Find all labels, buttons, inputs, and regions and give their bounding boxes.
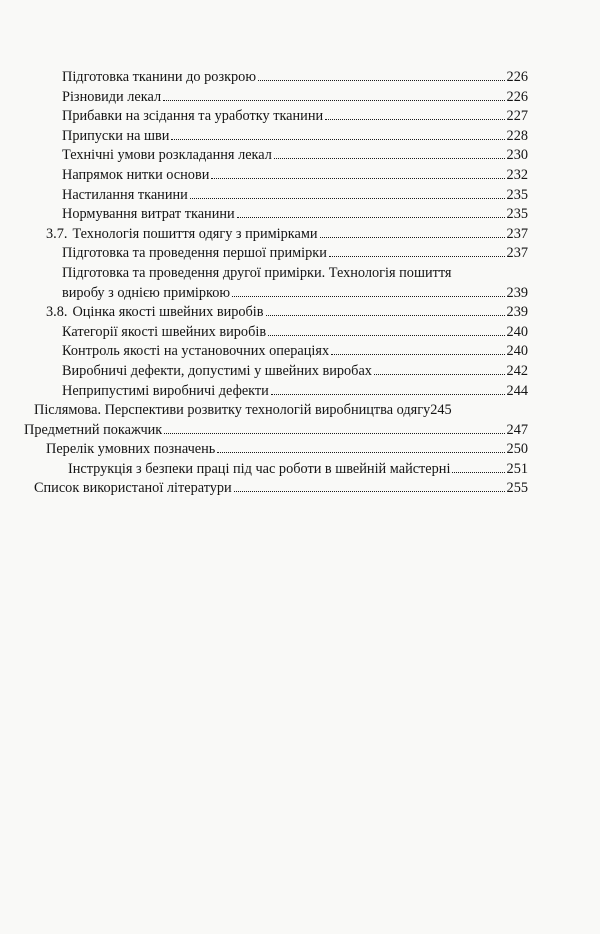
toc-entry-page: 235 xyxy=(506,186,528,203)
toc-entry xyxy=(0,127,600,147)
toc-entry-page: 230 xyxy=(506,147,528,164)
toc-section-entry xyxy=(0,225,600,245)
toc-entry xyxy=(0,460,600,480)
toc-entry-title: Нормування витрат тканини xyxy=(62,206,235,223)
toc-entry-title: Неприпустимі виробничі дефекти xyxy=(62,382,269,399)
dot-leader xyxy=(237,217,505,218)
toc-entry xyxy=(0,88,600,108)
dot-leader xyxy=(171,139,504,140)
table-of-contents xyxy=(0,68,600,499)
dot-leader xyxy=(274,158,505,159)
dot-leader xyxy=(266,315,505,316)
toc-entry xyxy=(0,382,600,402)
toc-entry-title: Перелік умовних позначень xyxy=(46,441,216,458)
toc-section-entry xyxy=(0,303,600,323)
toc-entry-page: 237 xyxy=(506,225,528,242)
dot-leader xyxy=(258,80,505,81)
toc-entry xyxy=(0,362,600,382)
toc-entry-title: Настилання тканини xyxy=(62,186,188,203)
toc-entry-title: Інструкція з безпеки праці під час роботи в швейній майстерні xyxy=(68,460,451,477)
toc-entry xyxy=(0,107,600,127)
dot-leader xyxy=(234,491,505,492)
toc-entry-page: 227 xyxy=(506,108,528,125)
toc-entry-page: 255 xyxy=(506,480,528,497)
toc-entry-title: Підготовка та проведення першої примірки xyxy=(62,245,327,262)
toc-entry-page: 247 xyxy=(506,421,528,438)
toc-entry-title: Список використаної літератури xyxy=(34,480,232,497)
toc-entry-page: 239 xyxy=(506,304,528,321)
toc-entry-title: Напрямок нитки основи xyxy=(62,166,210,183)
toc-entry-title: Виробничі дефекти, допустимі у швейних виробах xyxy=(62,362,372,379)
dot-leader xyxy=(211,178,504,179)
toc-entry-page: 242 xyxy=(506,362,528,379)
toc-entry-page: 240 xyxy=(506,343,528,360)
toc-entry xyxy=(0,68,600,88)
section-title: Оцінка якості швейних виробів xyxy=(72,304,264,321)
toc-entry xyxy=(0,401,600,421)
section-title: Технологія пошиття одягу з примірками xyxy=(72,225,318,242)
dot-leader xyxy=(268,335,504,336)
toc-entry-page: 228 xyxy=(506,127,528,144)
toc-entry xyxy=(0,342,600,362)
toc-entry xyxy=(0,186,600,206)
dot-leader xyxy=(190,198,505,199)
toc-entry-title: Припуски на шви xyxy=(62,127,170,144)
toc-entry-page: 237 xyxy=(506,245,528,262)
toc-entry-title: Прибавки на зсідання та уработку тканини xyxy=(62,108,324,125)
toc-entry-page: 245 xyxy=(430,402,452,419)
dot-leader xyxy=(232,296,504,297)
dot-leader xyxy=(325,119,504,120)
dot-leader xyxy=(217,452,504,453)
toc-entry-title: Післямова. Перспективи розвитку технологій виробництва одягу xyxy=(34,402,431,419)
toc-entry-page: 232 xyxy=(506,166,528,183)
toc-entry-title: Категорії якості швейних виробів xyxy=(62,323,267,340)
toc-entry-page: 226 xyxy=(506,69,528,85)
dot-leader xyxy=(271,394,505,395)
toc-entry-title xyxy=(46,303,264,323)
toc-entry-title-line2: виробу з однією приміркою xyxy=(62,284,231,301)
dot-leader xyxy=(374,374,505,375)
toc-entry-page: 250 xyxy=(506,441,528,458)
toc-entry xyxy=(0,440,600,460)
toc-entry-title: Технічні умови розкладання лекал xyxy=(62,147,272,164)
toc-entry xyxy=(0,479,600,499)
toc-entry-title: Предметний покажчик xyxy=(24,421,163,438)
toc-entry-page: 235 xyxy=(506,206,528,223)
toc-entry-page: 251 xyxy=(506,460,528,477)
toc-entry-page: 226 xyxy=(506,88,528,105)
toc-entry-title-line1: Підготовка та проведення другої примірки. Технологія пошиття xyxy=(62,264,452,281)
dot-leader xyxy=(320,237,505,238)
dot-leader xyxy=(452,472,504,473)
dot-leader xyxy=(331,354,504,355)
toc-entry xyxy=(0,166,600,186)
toc-entry xyxy=(0,146,600,166)
toc-entry-title: Підготовка тканини до розкрою xyxy=(62,69,257,85)
toc-entry xyxy=(0,244,600,264)
toc-entry-page: 244 xyxy=(506,382,528,399)
toc-entry xyxy=(0,205,600,225)
dot-leader xyxy=(329,256,505,257)
toc-entry-title xyxy=(46,225,318,245)
toc-entry-title: Контроль якості на установочних операціях xyxy=(62,343,330,360)
toc-entry xyxy=(0,421,600,441)
section-number: 3.8. xyxy=(46,304,68,321)
section-number: 3.7. xyxy=(46,225,68,242)
dot-leader xyxy=(164,433,504,434)
toc-entry-page: 240 xyxy=(506,323,528,340)
dot-leader xyxy=(163,100,504,101)
toc-entry xyxy=(0,264,600,303)
toc-entry-page: 239 xyxy=(506,284,528,301)
toc-entry xyxy=(0,323,600,343)
toc-entry-title: Різновиди лекал xyxy=(62,88,162,105)
